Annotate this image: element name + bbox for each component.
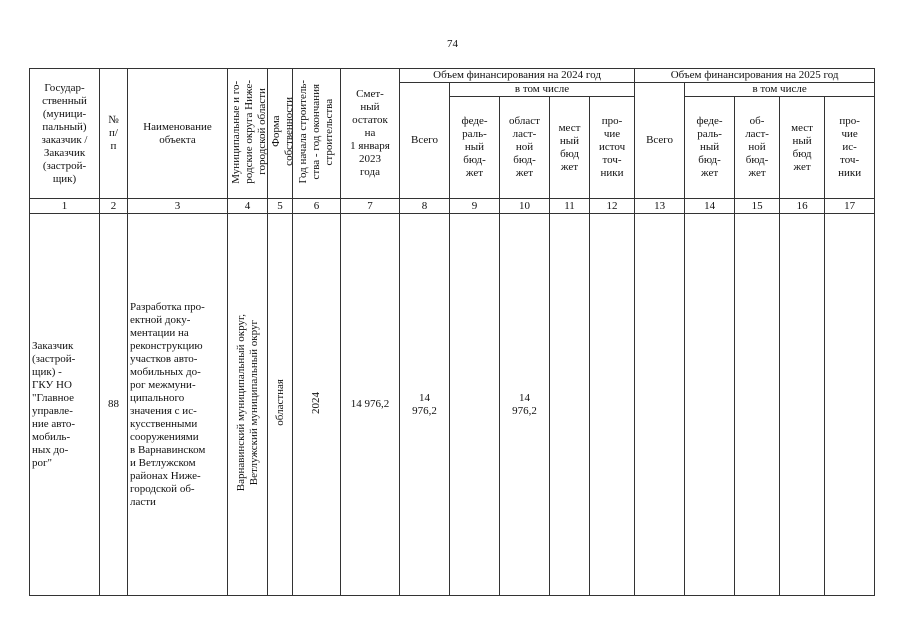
row-total-2024: 14 976,2 bbox=[400, 214, 450, 596]
header-federal-2024: феде- раль- ный бюд- жет bbox=[450, 97, 500, 199]
row-regional-2024: 14 976,2 bbox=[500, 214, 550, 596]
column-number: 9 bbox=[450, 199, 500, 214]
column-number: 1 bbox=[30, 199, 100, 214]
column-number: 3 bbox=[128, 199, 228, 214]
page-number: 74 bbox=[447, 38, 458, 50]
row-districts-cell bbox=[228, 214, 268, 596]
header-number: № п/ п bbox=[100, 69, 128, 199]
column-number: 8 bbox=[400, 199, 450, 214]
financing-table bbox=[29, 68, 875, 596]
header-including-2025: в том числе bbox=[685, 83, 875, 97]
header-total-2025: Всего bbox=[635, 83, 685, 199]
column-number: 7 bbox=[341, 199, 400, 214]
header-object-name: Наименование объекта bbox=[128, 69, 228, 199]
header-other-2025: про- чие ис- точ- ники bbox=[825, 97, 875, 199]
header-districts-cell bbox=[228, 69, 268, 199]
header-other-2024: про- чие источ точ- ники bbox=[590, 97, 635, 199]
header-including-2024: в том числе bbox=[450, 83, 635, 97]
column-number: 6 bbox=[293, 199, 341, 214]
row-local-2025 bbox=[780, 214, 825, 596]
header-federal-2025: феде- раль- ный бюд- жет bbox=[685, 97, 735, 199]
column-number: 11 bbox=[550, 199, 590, 214]
row-object-name: Разработка про- ектной доку- ментации на реконструкцию участков авто- мобильных до- рог межмуни- ципального значения с ис- кусственными сооружениями в Варнавинском и Ветлужском районах Ниже- городской об- ласти bbox=[128, 214, 228, 596]
row-federal-2025 bbox=[685, 214, 735, 596]
column-number: 5 bbox=[268, 199, 293, 214]
row-ownership: областная bbox=[273, 379, 286, 426]
header-regional-2025: об- ласт- ной бюд- жет bbox=[735, 97, 780, 199]
column-number: 12 bbox=[590, 199, 635, 214]
row-regional-2025 bbox=[735, 214, 780, 596]
header-ownership-cell bbox=[268, 69, 293, 199]
column-number: 2 bbox=[100, 199, 128, 214]
header-group-2025: Объем финансирования на 2025 год bbox=[635, 69, 875, 83]
column-number: 17 bbox=[825, 199, 875, 214]
row-ownership-cell bbox=[268, 214, 293, 596]
row-total-2025 bbox=[635, 214, 685, 596]
row-districts: Варнавинский муниципальный округ, Ветлужский муниципальный округ bbox=[234, 313, 260, 492]
header-customer: Государ- ственный (муници- пальный) заказчик / Заказчик (застрой- щик) bbox=[30, 69, 100, 199]
header-ownership: Форма собственности bbox=[270, 97, 295, 166]
row-years-cell bbox=[293, 214, 341, 596]
header-years: Год начала строитель- ства - год окончания строительства bbox=[297, 79, 335, 184]
column-number: 14 bbox=[685, 199, 735, 214]
row-estimate-balance: 14 976,2 bbox=[341, 214, 400, 596]
header-years-cell bbox=[293, 69, 341, 199]
column-number: 13 bbox=[635, 199, 685, 214]
column-number: 4 bbox=[228, 199, 268, 214]
row-local-2024 bbox=[550, 214, 590, 596]
column-numbers-row bbox=[30, 199, 875, 214]
row-other-2025 bbox=[825, 214, 875, 596]
header-regional-2024: област ласт- ной бюд- жет bbox=[500, 97, 550, 199]
column-number: 16 bbox=[780, 199, 825, 214]
row-federal-2024 bbox=[450, 214, 500, 596]
row-years: 2024 bbox=[310, 391, 322, 414]
header-local-2024: мест ный бюд жет bbox=[550, 97, 590, 199]
header-estimate-balance: Смет- ный остаток на 1 января 2023 года bbox=[341, 69, 400, 199]
header-districts: Муниципальные и го- родские округа Ниже- городской области bbox=[230, 79, 268, 184]
column-number: 15 bbox=[735, 199, 780, 214]
column-number: 10 bbox=[500, 199, 550, 214]
table-row bbox=[30, 214, 875, 596]
row-customer: Заказчик (застрой- щик) - ГКУ НО "Главное управле- ние авто- мобиль- ных до- рог" bbox=[30, 214, 100, 596]
row-other-2024 bbox=[590, 214, 635, 596]
header-total-2024: Всего bbox=[400, 83, 450, 199]
header-group-2024: Объем финансирования на 2024 год bbox=[400, 69, 635, 83]
row-number: 88 bbox=[100, 214, 128, 596]
header-local-2025: мест ный бюд жет bbox=[780, 97, 825, 199]
